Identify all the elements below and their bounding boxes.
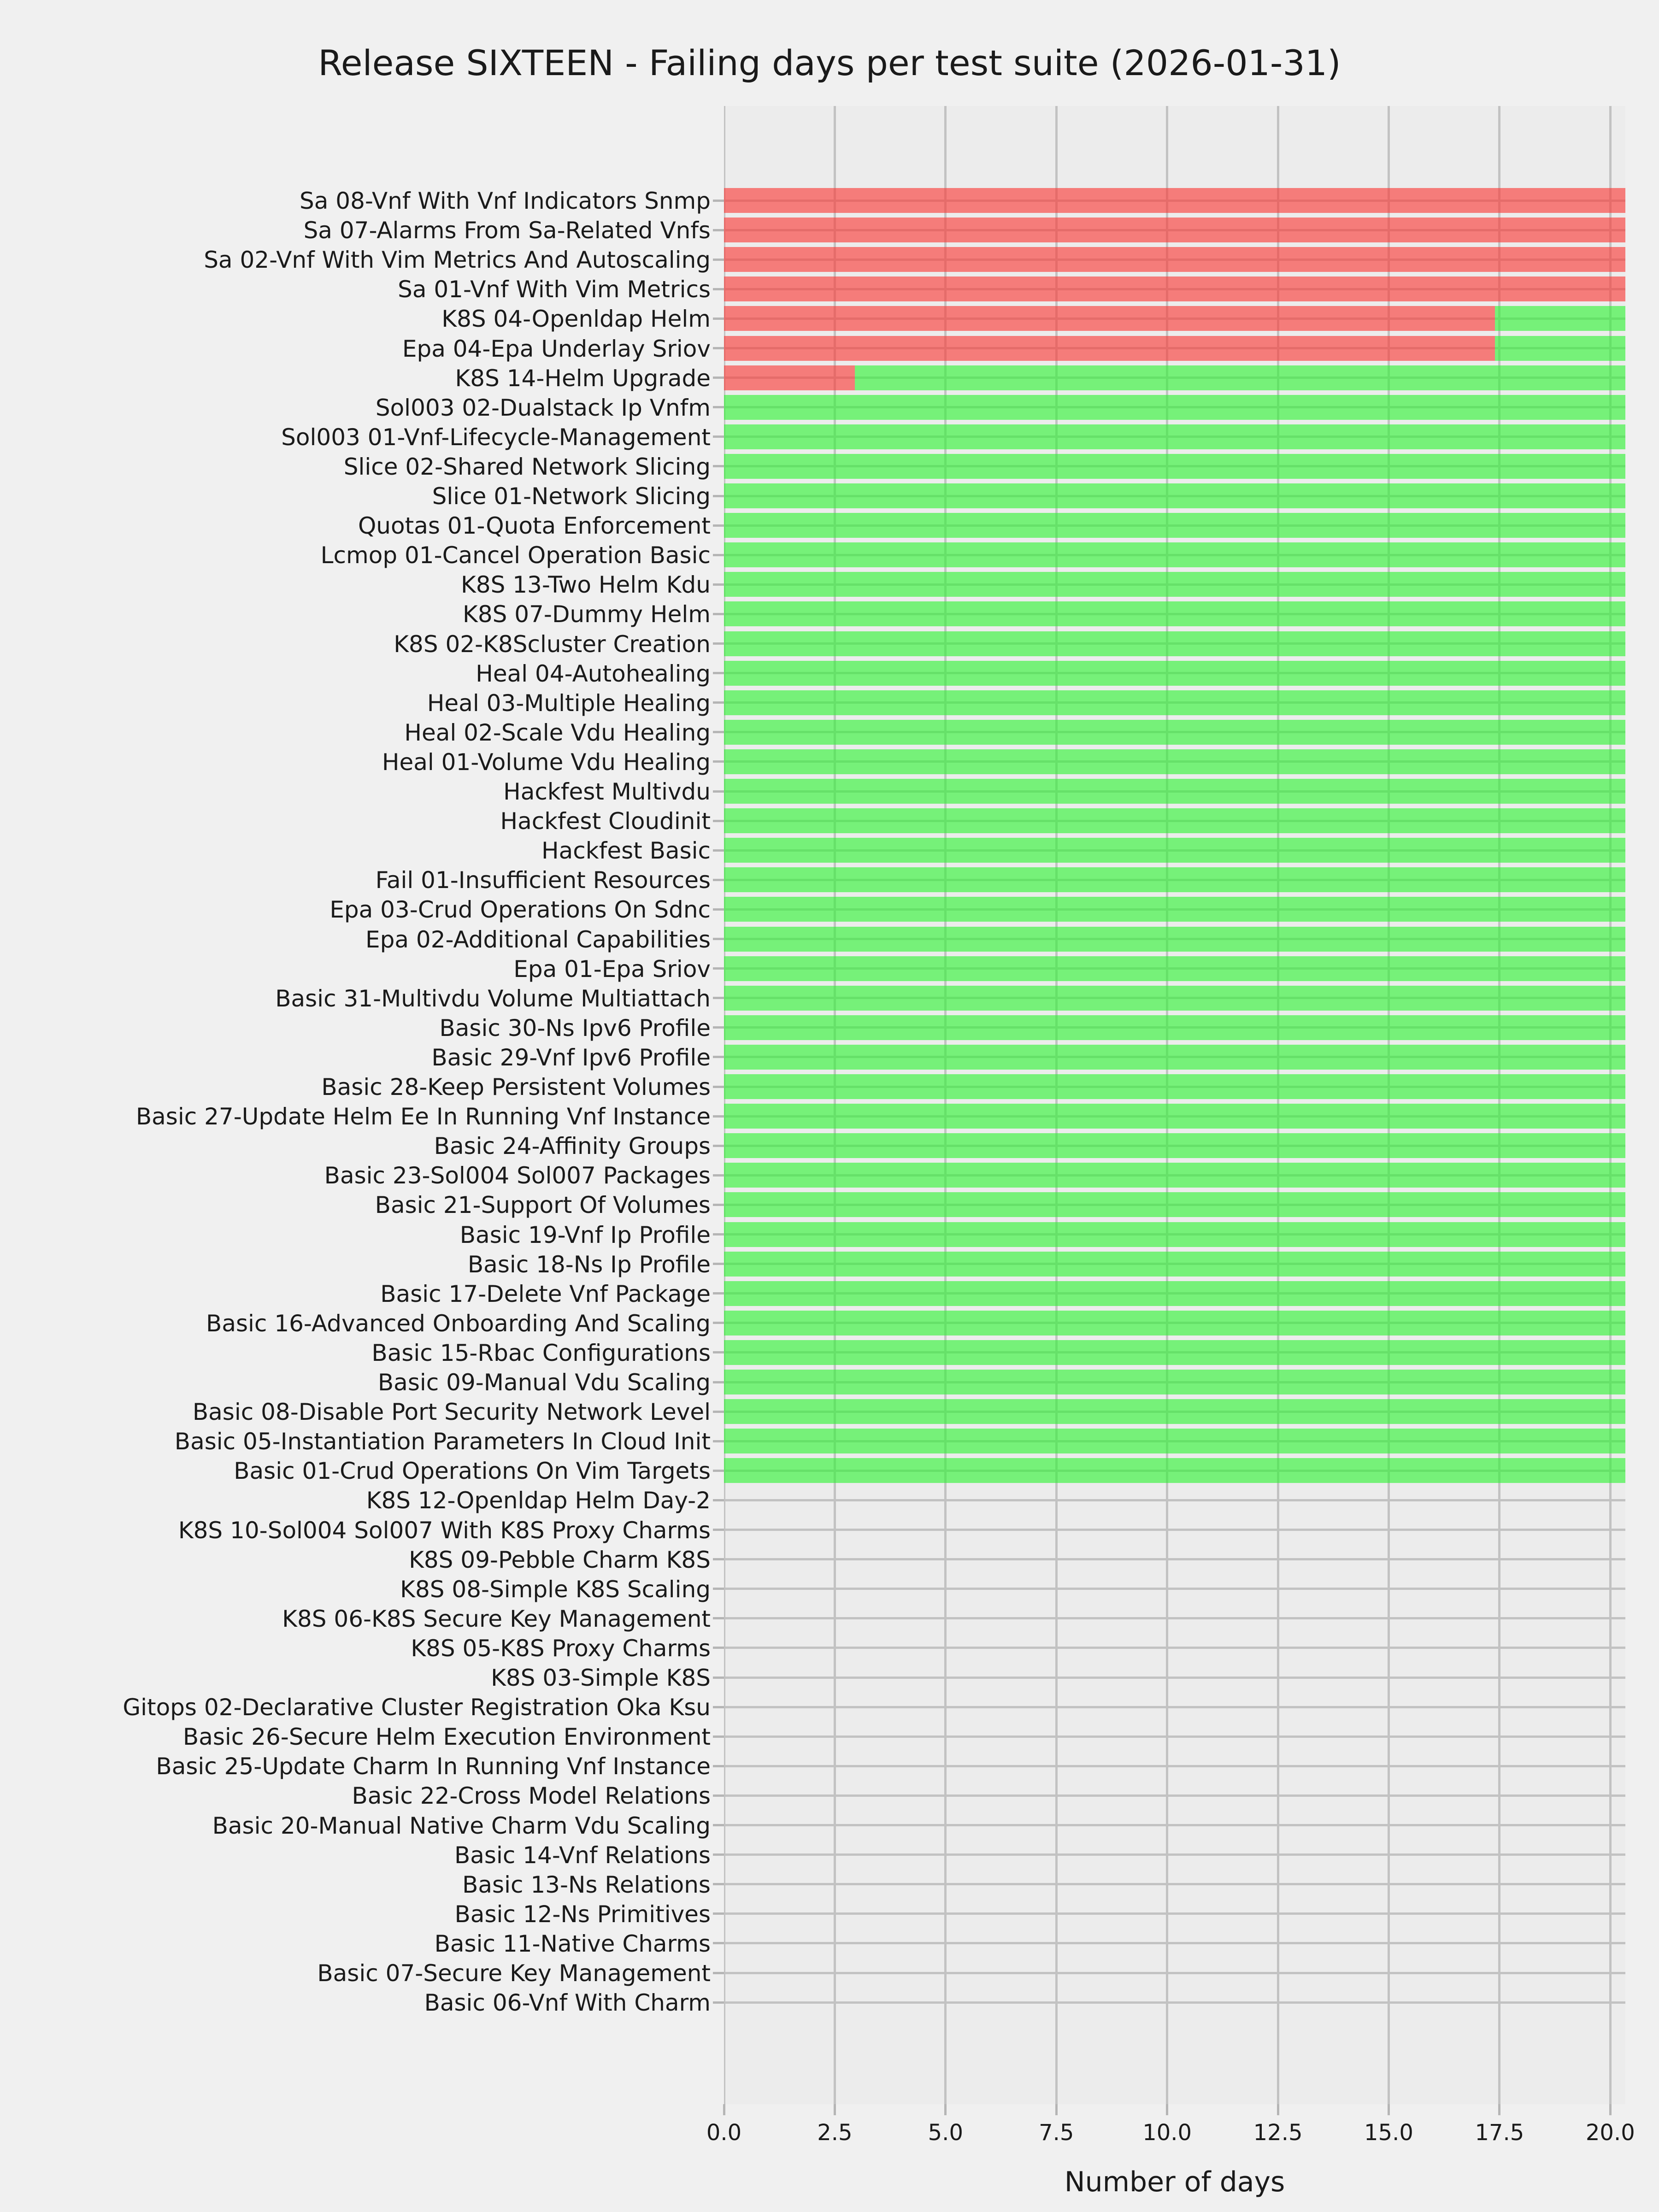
y-tick-label: Epa 02-Additional Capabilities <box>365 926 711 953</box>
y-tick-label: Sol003 01-Vnf-Lifecycle-Management <box>281 424 711 451</box>
gridline-horizontal <box>724 1853 1625 1856</box>
bar-segment-passing <box>724 1074 1625 1099</box>
y-tick-mark <box>713 1145 724 1147</box>
gridline-horizontal <box>724 1765 1625 1767</box>
y-tick-mark <box>713 229 724 231</box>
y-tick-mark <box>713 288 724 290</box>
y-tick-label: Basic 08-Disable Port Security Network Level <box>192 1399 711 1426</box>
y-tick-mark <box>713 1794 724 1797</box>
y-tick-mark <box>713 1942 724 1944</box>
y-tick-label: Basic 09-Manual Vdu Scaling <box>377 1369 711 1396</box>
y-tick-label: Basic 28-Keep Persistent Volumes <box>321 1074 711 1100</box>
bar-segment-passing <box>724 1311 1625 1335</box>
y-tick-label: Basic 21-Support Of Volumes <box>375 1192 711 1219</box>
y-tick-label: Basic 11-Native Charms <box>434 1930 711 1957</box>
y-tick-mark <box>713 879 724 881</box>
y-tick-label: K8S 14-Helm Upgrade <box>455 365 711 392</box>
x-tick-label: 12.5 <box>1253 2120 1303 2146</box>
bar-segment-failing <box>724 306 1495 331</box>
y-tick-mark <box>713 1499 724 1501</box>
y-tick-label: K8S 06-K8S Secure Key Management <box>282 1605 711 1632</box>
y-tick-mark <box>713 318 724 320</box>
y-tick-mark <box>713 377 724 379</box>
bar-segment-passing <box>1495 306 1625 331</box>
y-tick-mark <box>713 908 724 911</box>
y-tick-label: Basic 18-Ns Ip Profile <box>467 1251 711 1278</box>
y-tick-label: Basic 12-Ns Primitives <box>454 1900 711 1928</box>
y-tick-label: Basic 15-Rbac Configurations <box>371 1339 711 1366</box>
y-tick-label: Fail 01-Insufficient Resources <box>375 867 711 894</box>
y-tick-label: K8S 05-K8S Proxy Charms <box>411 1635 711 1662</box>
y-tick-mark <box>713 1115 724 1118</box>
y-tick-label: Basic 20-Manual Native Charm Vdu Scaling <box>212 1812 711 1839</box>
bar-segment-passing <box>724 1192 1625 1217</box>
y-tick-label: Basic 06-Vnf With Charm <box>424 1989 711 2017</box>
y-tick-mark <box>713 790 724 793</box>
bar-segment-passing <box>724 867 1625 892</box>
y-tick-mark <box>713 435 724 438</box>
y-tick-mark <box>713 849 724 852</box>
bar-segment-passing <box>724 1015 1625 1040</box>
y-tick-label: Basic 17-Delete Vnf Package <box>380 1280 711 1307</box>
y-tick-label: K8S 10-Sol004 Sol007 With K8S Proxy Charms <box>178 1517 711 1544</box>
bar-segment-passing <box>1495 336 1625 361</box>
y-tick-label: K8S 08-Simple K8S Scaling <box>400 1576 711 1603</box>
y-tick-mark <box>713 1174 724 1177</box>
y-tick-mark <box>713 1824 724 1826</box>
y-tick-mark <box>713 1056 724 1058</box>
x-tick-mark <box>1498 2104 1500 2115</box>
x-tick-label: 0.0 <box>706 2120 742 2146</box>
x-tick-label: 2.5 <box>817 2120 853 2146</box>
y-tick-mark <box>713 1411 724 1413</box>
y-tick-mark <box>713 495 724 497</box>
y-tick-mark <box>713 259 724 261</box>
y-tick-label: K8S 02-K8Scluster Creation <box>394 630 711 658</box>
y-tick-mark <box>713 1086 724 1088</box>
y-tick-label: Sol003 02-Dualstack Ip Vnfm <box>375 394 711 421</box>
bar-segment-failing <box>724 276 1625 301</box>
y-tick-label: Slice 02-Shared Network Slicing <box>343 453 711 480</box>
y-tick-mark <box>713 760 724 763</box>
bar-segment-passing <box>724 631 1625 656</box>
gridline-horizontal <box>724 1824 1625 1826</box>
y-tick-mark <box>713 1381 724 1383</box>
bar-segment-passing <box>724 690 1625 715</box>
y-tick-label: Basic 30-Ns Ipv6 Profile <box>439 1014 711 1041</box>
y-tick-label: K8S 12-Openldap Helm Day-2 <box>366 1487 711 1514</box>
y-tick-label: Heal 03-Multiple Healing <box>427 689 711 717</box>
y-tick-mark <box>713 200 724 202</box>
y-tick-mark <box>713 347 724 349</box>
y-tick-label: K8S 07-Dummy Helm <box>463 601 711 628</box>
y-tick-mark <box>713 1440 724 1442</box>
y-tick-mark <box>713 406 724 408</box>
y-tick-label: Basic 29-Vnf Ipv6 Profile <box>431 1044 711 1071</box>
y-tick-label: Basic 19-Vnf Ip Profile <box>459 1221 711 1248</box>
gridline-horizontal <box>724 1558 1625 1560</box>
y-tick-label: Epa 04-Epa Underlay Sriov <box>402 335 711 362</box>
bar-segment-passing <box>724 1104 1625 1129</box>
y-tick-mark <box>713 465 724 467</box>
y-tick-label: Basic 14-Vnf Relations <box>454 1841 711 1869</box>
x-tick-mark <box>723 2104 725 2115</box>
y-tick-mark <box>713 967 724 970</box>
bar-segment-passing <box>724 720 1625 745</box>
y-tick-mark <box>713 1617 724 1619</box>
gridline-horizontal <box>724 1883 1625 1885</box>
y-tick-label: Epa 01-Epa Sriov <box>513 955 711 982</box>
y-tick-label: Sa 02-Vnf With Vim Metrics And Autoscaling <box>204 247 711 274</box>
bar-segment-passing <box>724 1399 1625 1424</box>
bar-segment-passing <box>724 897 1625 922</box>
bar-segment-passing <box>724 601 1625 626</box>
y-tick-label: Heal 01-Volume Vdu Healing <box>382 748 711 776</box>
gridline-horizontal <box>724 1588 1625 1590</box>
x-tick-label: 15.0 <box>1364 2120 1413 2146</box>
plot-area <box>724 106 1625 2104</box>
y-tick-label: Heal 04-Autohealing <box>476 660 711 687</box>
y-tick-label: Heal 02-Scale Vdu Healing <box>404 719 711 746</box>
y-tick-mark <box>713 1853 724 1856</box>
x-tick-label: 17.5 <box>1475 2120 1524 2146</box>
gridline-horizontal <box>724 1499 1625 1501</box>
x-tick-mark <box>1166 2104 1168 2115</box>
y-tick-label: Quotas 01-Quota Enforcement <box>358 512 711 540</box>
bar-segment-passing <box>724 1133 1625 1158</box>
bar-segment-passing <box>724 1222 1625 1247</box>
y-tick-mark <box>713 1204 724 1206</box>
gridline-horizontal <box>724 2001 1625 2004</box>
bar-segment-passing <box>724 779 1625 804</box>
y-tick-mark <box>713 1470 724 1472</box>
bar-segment-passing <box>724 572 1625 597</box>
y-tick-mark <box>713 2001 724 2004</box>
bar-segment-passing <box>724 483 1625 508</box>
y-tick-label: Sa 01-Vnf With Vim Metrics <box>398 276 711 303</box>
y-tick-mark <box>713 1912 724 1915</box>
y-tick-mark <box>713 1026 724 1029</box>
chart-title: Release SIXTEEN - Failing days per test suite (2026-01-31) <box>318 42 1341 83</box>
bar-segment-failing <box>724 218 1625 242</box>
gridline-horizontal <box>724 1912 1625 1915</box>
y-tick-mark <box>713 642 724 645</box>
y-tick-label: K8S 09-Pebble Charm K8S <box>409 1546 711 1573</box>
y-tick-label: Basic 07-Secure Key Management <box>317 1960 711 1987</box>
y-tick-mark <box>713 1351 724 1353</box>
bar-segment-passing <box>724 986 1625 1011</box>
y-tick-label: Basic 24-Affinity Groups <box>434 1133 711 1160</box>
bar-segment-passing <box>724 1370 1625 1394</box>
gridline-horizontal <box>724 1972 1625 1974</box>
y-tick-mark <box>713 1558 724 1560</box>
y-tick-mark <box>713 731 724 733</box>
gridline-horizontal <box>724 1706 1625 1708</box>
y-tick-label: K8S 13-Two Helm Kdu <box>460 571 711 599</box>
x-tick-mark <box>1055 2104 1058 2115</box>
y-tick-label: K8S 04-Openldap Helm <box>441 306 711 333</box>
bar-segment-passing <box>724 424 1625 449</box>
gridline-horizontal <box>724 1617 1625 1619</box>
bar-segment-passing <box>855 365 1625 390</box>
bar-segment-passing <box>724 927 1625 952</box>
y-tick-label: Hackfest Cloudinit <box>500 808 711 835</box>
bar-segment-failing <box>724 365 855 390</box>
y-tick-mark <box>713 701 724 704</box>
y-tick-mark <box>713 1263 724 1265</box>
gridline-horizontal <box>724 1794 1625 1797</box>
y-tick-mark <box>713 1529 724 1531</box>
y-tick-mark <box>713 524 724 527</box>
y-tick-label: Basic 13-Ns Relations <box>462 1871 711 1898</box>
y-tick-label: Basic 01-Crud Operations On Vim Targets <box>234 1458 711 1485</box>
y-tick-mark <box>713 554 724 556</box>
bar-segment-passing <box>724 749 1625 774</box>
y-tick-label: Hackfest Multivdu <box>503 778 711 805</box>
bar-segment-passing <box>724 1045 1625 1070</box>
bar-segment-failing <box>724 247 1625 272</box>
bar-segment-passing <box>724 1163 1625 1188</box>
x-tick-label: 10.0 <box>1142 2120 1192 2146</box>
y-tick-mark <box>713 1972 724 1974</box>
x-tick-label: 20.0 <box>1585 2120 1635 2146</box>
y-tick-label: Basic 26-Secure Helm Execution Environment <box>182 1724 711 1751</box>
gridline-horizontal <box>724 1942 1625 1944</box>
x-tick-label: 7.5 <box>1039 2120 1074 2146</box>
bar-segment-passing <box>724 838 1625 863</box>
y-tick-mark <box>713 1677 724 1679</box>
y-tick-label: Hackfest Basic <box>541 837 711 865</box>
x-tick-mark <box>1609 2104 1612 2115</box>
bar-segment-passing <box>724 661 1625 686</box>
y-tick-mark <box>713 820 724 822</box>
x-axis-title: Number of days <box>1064 2166 1285 2198</box>
y-tick-mark <box>713 1765 724 1767</box>
y-tick-mark <box>713 1647 724 1649</box>
x-tick-mark <box>944 2104 947 2115</box>
y-tick-label: Sa 07-Alarms From Sa-Related Vnfs <box>303 217 711 244</box>
y-tick-mark <box>713 1735 724 1738</box>
bar-segment-passing <box>724 956 1625 981</box>
bar-segment-passing <box>724 1340 1625 1365</box>
y-tick-mark <box>713 997 724 999</box>
y-tick-mark <box>713 1706 724 1708</box>
bar-segment-failing <box>724 336 1495 361</box>
gridline-horizontal <box>724 1647 1625 1649</box>
y-tick-label: Basic 16-Advanced Onboarding And Scaling <box>206 1310 711 1337</box>
y-tick-mark <box>713 1322 724 1324</box>
y-tick-label: K8S 03-Simple K8S <box>491 1665 711 1691</box>
bar-segment-passing <box>724 454 1625 479</box>
bar-segment-passing <box>724 808 1625 833</box>
bar-segment-passing <box>724 1281 1625 1306</box>
y-tick-mark <box>713 1883 724 1885</box>
y-tick-mark <box>713 613 724 615</box>
y-tick-mark <box>713 1588 724 1590</box>
y-tick-mark <box>713 1292 724 1294</box>
y-tick-label: Basic 23-Sol004 Sol007 Packages <box>324 1162 711 1189</box>
x-tick-mark <box>1388 2104 1390 2115</box>
bar-segment-passing <box>724 542 1625 567</box>
y-tick-mark <box>713 672 724 674</box>
y-tick-mark <box>713 583 724 586</box>
bar-segment-passing <box>724 1252 1625 1277</box>
gridline-horizontal <box>724 1529 1625 1531</box>
y-tick-mark <box>713 938 724 940</box>
y-tick-label: Basic 31-Multivdu Volume Multiattach <box>275 985 711 1012</box>
gridline-horizontal <box>724 1677 1625 1679</box>
y-tick-label: Lcmop 01-Cancel Operation Basic <box>320 542 711 569</box>
y-tick-label: Gitops 02-Declarative Cluster Registration Oka Ksu <box>123 1694 711 1721</box>
gridline-horizontal <box>724 1735 1625 1738</box>
y-tick-label: Basic 27-Update Helm Ee In Running Vnf Instance <box>135 1103 711 1130</box>
x-tick-mark <box>834 2104 836 2115</box>
y-tick-label: Basic 25-Update Charm In Running Vnf Instance <box>156 1753 711 1780</box>
bar-segment-failing <box>724 188 1625 213</box>
y-tick-label: Basic 05-Instantiation Parameters In Cloud Init <box>174 1428 711 1455</box>
bar-segment-passing <box>724 395 1625 420</box>
y-tick-label: Slice 01-Network Slicing <box>432 483 711 510</box>
bar-segment-passing <box>724 513 1625 538</box>
x-tick-label: 5.0 <box>928 2120 963 2146</box>
bar-segment-passing <box>724 1429 1625 1453</box>
y-tick-label: Basic 22-Cross Model Relations <box>352 1783 711 1810</box>
y-tick-label: Epa 03-Crud Operations On Sdnc <box>329 896 711 924</box>
y-tick-label: Sa 08-Vnf With Vnf Indicators Snmp <box>300 188 711 214</box>
y-tick-mark <box>713 1233 724 1235</box>
x-tick-mark <box>1277 2104 1279 2115</box>
bar-segment-passing <box>724 1458 1625 1483</box>
